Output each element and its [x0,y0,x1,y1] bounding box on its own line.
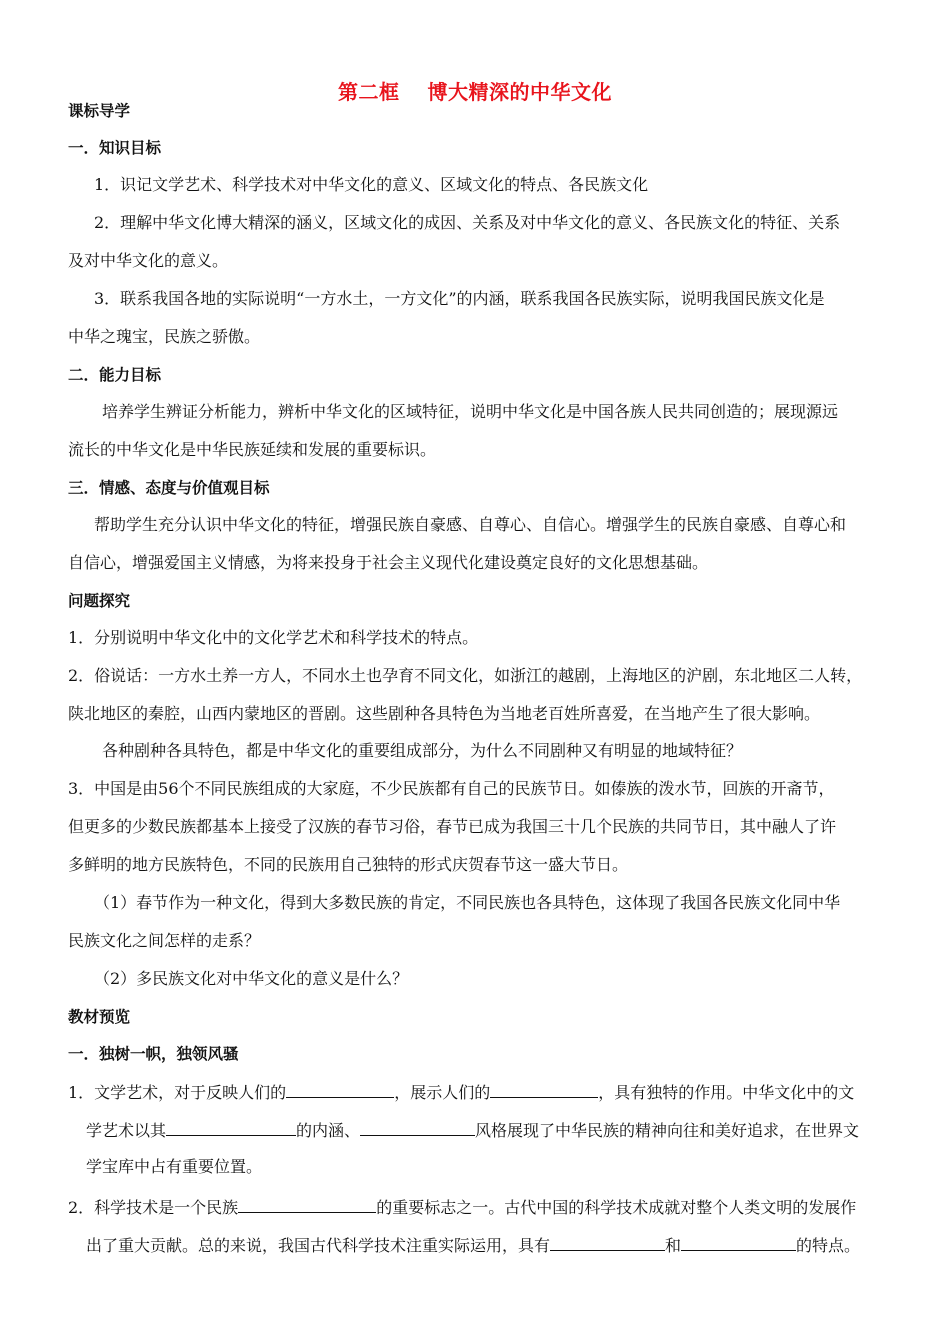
question-2-line-2: 陕北地区的秦腔，山西内蒙地区的晋剧。这些剧种各具特色为当地老百姓所喜爱，在当地产生了很大影响。 [68,704,821,723]
preview-item-2-text-c: 出了重大贡献。总的来说，我国古代科学技术注重实际运用，具有 [86,1236,551,1255]
fill-blank[interactable] [238,1196,376,1213]
question-3-sub-1-line-1: （1）春节作为一种文化，得到大多数民族的肯定，不同民族也各具特色，这体现了我国各民族文化同中华 [94,893,841,912]
page-title [0,76,950,105]
ability-text-line-2: 流长的中华文化是中华民族延续和发展的重要标识。 [68,440,437,459]
section-heading-guide: 课标导学 [68,102,131,120]
question-2-line-3: 各种剧种各具特色，都是中华文化的重要组成部分，为什么不同剧种又有明显的地域特征？ [102,741,743,760]
preview-item-2-line-2 [86,1234,860,1256]
question-1: 1．分别说明中华文化中的文化学艺术和科学技术的特点。 [68,628,479,647]
preview-item-2-text-a: 2．科学技术是一个民族 [68,1198,239,1217]
fill-blank[interactable] [360,1119,475,1136]
preview-item-1-text-b: ，展示人们的 [394,1083,491,1102]
inquiry-heading: 问题探究 [68,592,131,610]
question-3-sub-2: （2）多民族文化对中华文化的意义是什么？ [94,969,409,988]
preview-item-1-text-d: 学艺术以其 [86,1121,167,1140]
title-part-1: 第二框 [338,80,400,104]
title-part-2: 博大精深的中华文化 [427,80,612,104]
knowledge-item-2-line-2: 及对中华文化的意义。 [68,251,229,270]
emotion-text-line-1: 帮助学生充分认识中华文化的特征，增强民族自豪感、自尊心、自信心。增强学生的民族自豪感、自尊心和 [94,515,847,534]
preview-item-2-line-1 [68,1196,856,1218]
fill-blank[interactable] [166,1119,296,1136]
preview-item-1-text-e: 的内涵、 [296,1121,361,1140]
preview-item-1-text-c: ，具有独特的作用。中华文化中的文 [598,1083,855,1102]
preview-subheading: 一．独树一帜，独领风骚 [68,1045,239,1063]
emotion-heading: 三．情感、态度与价值观目标 [68,479,270,497]
preview-item-1-line-1 [68,1081,854,1103]
fill-blank[interactable] [286,1081,394,1098]
question-3-line-3: 多鲜明的地方民族特色，不同的民族用自己独特的形式庆贺春节这一盛大节日。 [68,855,629,874]
preview-heading: 教材预览 [68,1008,131,1026]
ability-heading: 二．能力目标 [68,366,162,384]
fill-blank[interactable] [550,1234,665,1251]
preview-item-1-line-2 [86,1119,859,1141]
preview-item-2-text-b: 的重要标志之一。古代中国的科学技术成就对整个人类文明的发展作 [376,1198,857,1217]
emotion-text-line-2: 自信心，增强爱国主义情感，为将来投身于社会主义现代化建设奠定良好的文化思想基础。 [68,553,709,572]
preview-item-2-text-e: 的特点。 [796,1236,861,1255]
fill-blank[interactable] [490,1081,598,1098]
knowledge-item-2-line-1: 2．理解中华文化博大精深的涵义，区域文化的成因、关系及对中华文化的意义、各民族文化的特征、关系 [94,213,841,232]
preview-item-1-text-a: 1．文学艺术，对于反映人们的 [68,1083,287,1102]
question-3-line-1: 3．中国是由56个不同民族组成的大家庭，不少民族都有自己的民族节日。如傣族的泼水节，回族的开斋节， [68,779,835,798]
question-2-line-1: 2．俗说话：一方水土养一方人，不同水土也孕育不同文化，如浙江的越剧，上海地区的沪剧，东北地区二人转， [68,666,863,685]
preview-item-1-line-3: 学宝库中占有重要位置。 [86,1157,263,1176]
ability-text-line-1: 培养学生辨证分析能力，辨析中华文化的区域特征，说明中华文化是中国各族人民共同创造的；展现源远 [102,402,839,421]
knowledge-heading: 一．知识目标 [68,139,162,157]
knowledge-item-3-line-1: 3．联系我国各地的实际说明“一方水土，一方文化”的内涵，联系我国各民族实际，说明我国民族文化是 [94,289,825,308]
question-3-sub-1-line-2: 民族文化之间怎样的走系？ [68,931,261,950]
question-3-line-2: 但更多的少数民族都基本上接受了汉族的春节习俗，春节已成为我国三十几个民族的共同节日，其中融人了许 [68,817,837,836]
fill-blank[interactable] [681,1234,796,1251]
preview-item-2-text-d: 和 [665,1236,682,1255]
knowledge-item-1: 1．识记文学艺术、科学技术对中华文化的意义、区域文化的特点、各民族文化 [94,175,649,194]
knowledge-item-3-line-2: 中华之瑰宝，民族之骄傲。 [68,327,261,346]
preview-item-1-text-f: 风格展现了中华民族的精神向往和美好追求，在世界文 [475,1121,860,1140]
